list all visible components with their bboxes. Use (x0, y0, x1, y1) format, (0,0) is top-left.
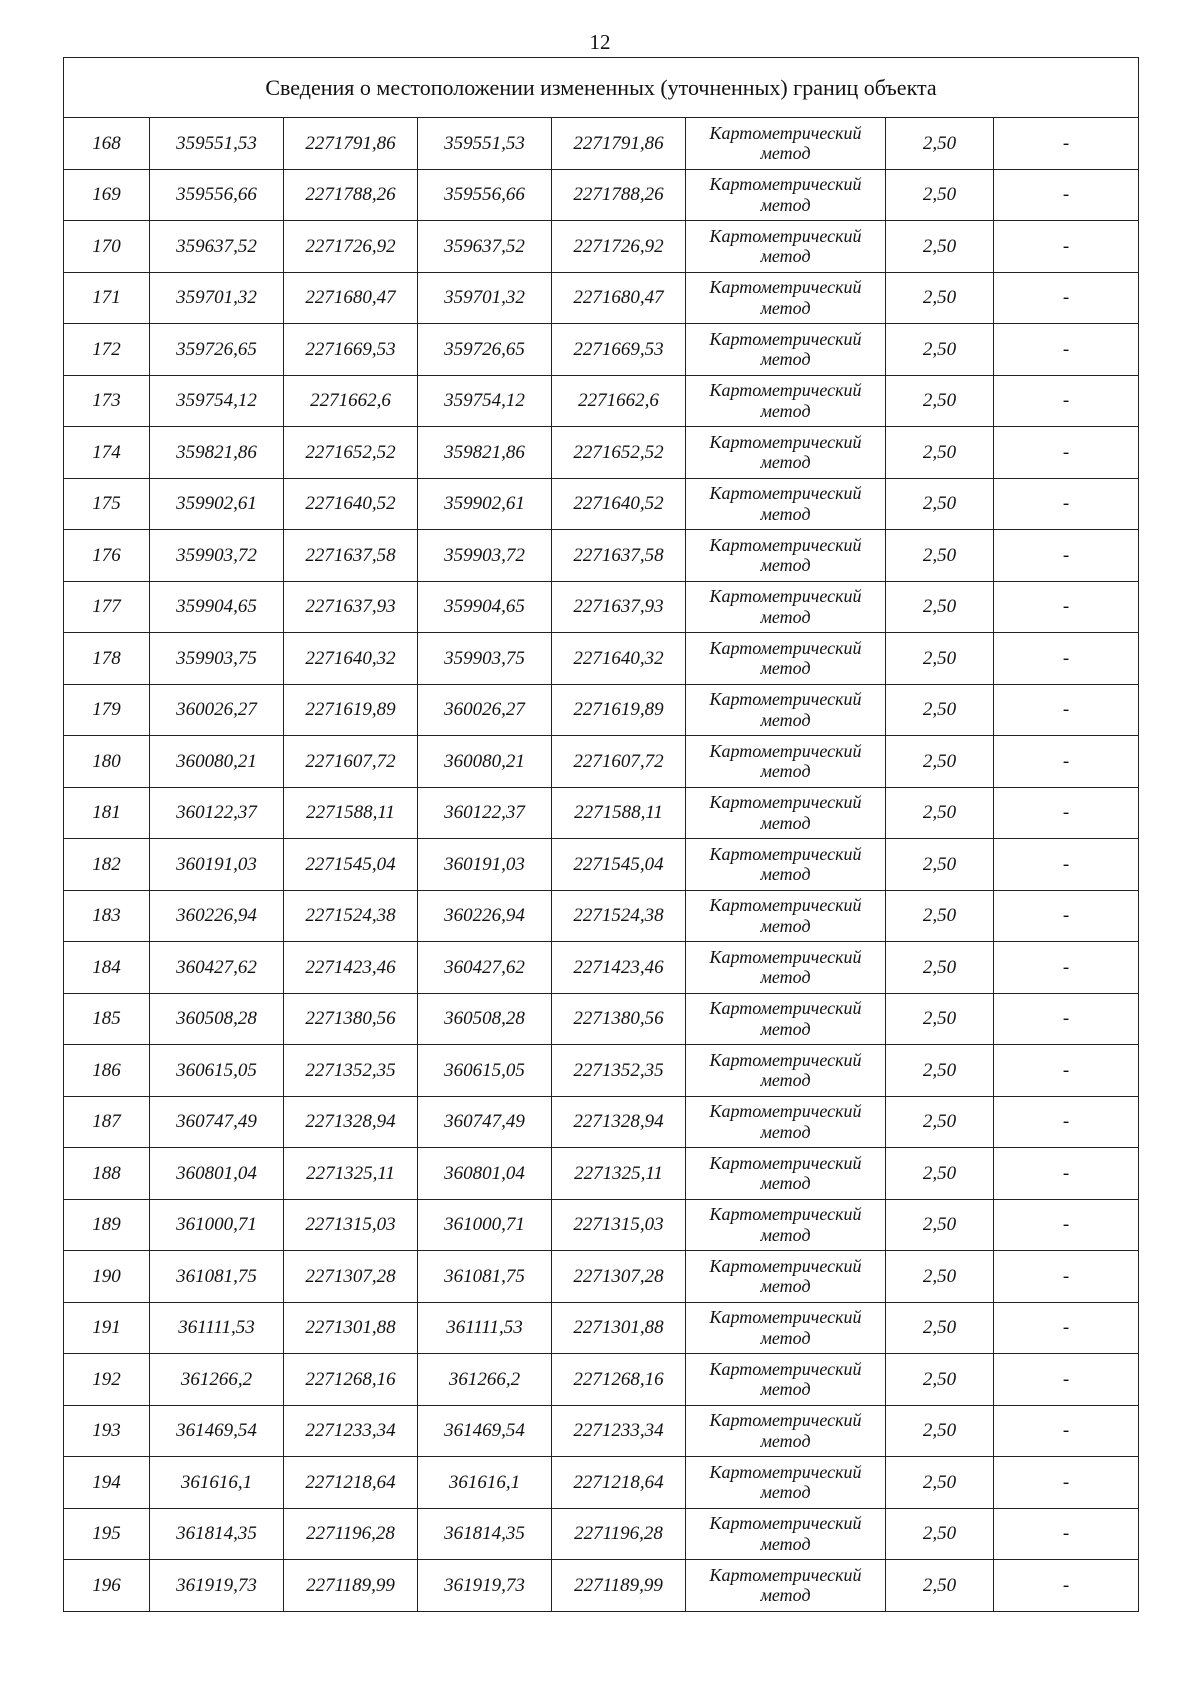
accuracy-cell: 2,50 (886, 169, 994, 221)
accuracy-cell: 2,50 (886, 839, 994, 891)
method-cell: Картометрический метод (686, 324, 886, 376)
existing-y-cell: 2271637,93 (284, 581, 418, 633)
accuracy-cell: 2,50 (886, 1148, 994, 1200)
note-cell: - (994, 221, 1139, 273)
existing-y-cell: 2271637,58 (284, 530, 418, 582)
point-number-cell: 184 (64, 942, 150, 994)
table-row (64, 942, 1139, 994)
refined-x-cell: 361266,2 (418, 1354, 552, 1406)
point-number-cell: 190 (64, 1251, 150, 1303)
note-cell: - (994, 942, 1139, 994)
existing-y-cell: 2271619,89 (284, 684, 418, 736)
method-cell: Картометрический метод (686, 118, 886, 170)
point-number-cell: 185 (64, 993, 150, 1045)
method-cell: Картометрический метод (686, 221, 886, 273)
accuracy-cell: 2,50 (886, 1457, 994, 1509)
method-cell: Картометрический метод (686, 530, 886, 582)
table-row (64, 1457, 1139, 1509)
refined-x-cell: 360747,49 (418, 1096, 552, 1148)
note-cell: - (994, 1148, 1139, 1200)
refined-y-cell: 2271607,72 (552, 736, 686, 788)
refined-x-cell: 361616,1 (418, 1457, 552, 1509)
refined-y-cell: 2271325,11 (552, 1148, 686, 1200)
table-row (64, 1508, 1139, 1560)
existing-y-cell: 2271301,88 (284, 1302, 418, 1354)
existing-y-cell: 2271315,03 (284, 1199, 418, 1251)
refined-y-cell: 2271423,46 (552, 942, 686, 994)
refined-y-cell: 2271315,03 (552, 1199, 686, 1251)
point-number-cell: 177 (64, 581, 150, 633)
accuracy-cell: 2,50 (886, 890, 994, 942)
point-number-cell: 178 (64, 633, 150, 685)
refined-y-cell: 2271662,6 (552, 375, 686, 427)
note-cell: - (994, 272, 1139, 324)
point-number-cell: 183 (64, 890, 150, 942)
refined-x-cell: 360080,21 (418, 736, 552, 788)
note-cell: - (994, 1560, 1139, 1612)
point-number-cell: 189 (64, 1199, 150, 1251)
table-row (64, 890, 1139, 942)
method-cell: Картометрический метод (686, 684, 886, 736)
note-cell: - (994, 324, 1139, 376)
point-number-cell: 176 (64, 530, 150, 582)
boundary-coordinates-table (63, 57, 1139, 1612)
existing-x-cell: 359904,65 (150, 581, 284, 633)
accuracy-cell: 2,50 (886, 1199, 994, 1251)
point-number-cell: 181 (64, 787, 150, 839)
existing-x-cell: 360191,03 (150, 839, 284, 891)
point-number-cell: 187 (64, 1096, 150, 1148)
existing-x-cell: 361081,75 (150, 1251, 284, 1303)
existing-y-cell: 2271328,94 (284, 1096, 418, 1148)
existing-x-cell: 359754,12 (150, 375, 284, 427)
accuracy-cell: 2,50 (886, 633, 994, 685)
accuracy-cell: 2,50 (886, 1045, 994, 1097)
method-cell: Картометрический метод (686, 1096, 886, 1148)
method-cell: Картометрический метод (686, 427, 886, 479)
note-cell: - (994, 1354, 1139, 1406)
existing-x-cell: 360508,28 (150, 993, 284, 1045)
existing-y-cell: 2271588,11 (284, 787, 418, 839)
note-cell: - (994, 787, 1139, 839)
accuracy-cell: 2,50 (886, 530, 994, 582)
table-row (64, 1251, 1139, 1303)
note-cell: - (994, 736, 1139, 788)
method-cell: Картометрический метод (686, 581, 886, 633)
note-cell: - (994, 1508, 1139, 1560)
table-row (64, 427, 1139, 479)
refined-x-cell: 359701,32 (418, 272, 552, 324)
point-number-cell: 193 (64, 1405, 150, 1457)
note-cell: - (994, 1199, 1139, 1251)
method-cell: Картометрический метод (686, 1508, 886, 1560)
note-cell: - (994, 478, 1139, 530)
point-number-cell: 175 (64, 478, 150, 530)
note-cell: - (994, 839, 1139, 891)
existing-x-cell: 360615,05 (150, 1045, 284, 1097)
refined-y-cell: 2271652,52 (552, 427, 686, 479)
table-row (64, 839, 1139, 891)
refined-x-cell: 359821,86 (418, 427, 552, 479)
point-number-cell: 179 (64, 684, 150, 736)
point-number-cell: 182 (64, 839, 150, 891)
accuracy-cell: 2,50 (886, 478, 994, 530)
existing-y-cell: 2271325,11 (284, 1148, 418, 1200)
existing-y-cell: 2271662,6 (284, 375, 418, 427)
refined-y-cell: 2271352,35 (552, 1045, 686, 1097)
refined-x-cell: 361081,75 (418, 1251, 552, 1303)
existing-x-cell: 360026,27 (150, 684, 284, 736)
table-row (64, 221, 1139, 273)
refined-y-cell: 2271669,53 (552, 324, 686, 376)
point-number-cell: 191 (64, 1302, 150, 1354)
note-cell: - (994, 1302, 1139, 1354)
refined-x-cell: 359726,65 (418, 324, 552, 376)
refined-x-cell: 359551,53 (418, 118, 552, 170)
refined-y-cell: 2271189,99 (552, 1560, 686, 1612)
accuracy-cell: 2,50 (886, 787, 994, 839)
refined-y-cell: 2271637,93 (552, 581, 686, 633)
refined-x-cell: 361919,73 (418, 1560, 552, 1612)
note-cell: - (994, 375, 1139, 427)
table-row (64, 324, 1139, 376)
existing-x-cell: 361000,71 (150, 1199, 284, 1251)
point-number-cell: 172 (64, 324, 150, 376)
note-cell: - (994, 993, 1139, 1045)
refined-x-cell: 361814,35 (418, 1508, 552, 1560)
method-cell: Картометрический метод (686, 1560, 886, 1612)
note-cell: - (994, 1045, 1139, 1097)
table-title: Сведения о местоположении измененных (уточненных) границ объекта (64, 58, 1139, 118)
method-cell: Картометрический метод (686, 272, 886, 324)
existing-x-cell: 360122,37 (150, 787, 284, 839)
existing-y-cell: 2271640,52 (284, 478, 418, 530)
existing-x-cell: 360801,04 (150, 1148, 284, 1200)
point-number-cell: 173 (64, 375, 150, 427)
table-row (64, 1302, 1139, 1354)
refined-x-cell: 360191,03 (418, 839, 552, 891)
refined-x-cell: 359754,12 (418, 375, 552, 427)
existing-y-cell: 2271380,56 (284, 993, 418, 1045)
method-cell: Картометрический метод (686, 1148, 886, 1200)
accuracy-cell: 2,50 (886, 1560, 994, 1612)
point-number-cell: 196 (64, 1560, 150, 1612)
note-cell: - (994, 530, 1139, 582)
method-cell: Картометрический метод (686, 169, 886, 221)
existing-x-cell: 360747,49 (150, 1096, 284, 1148)
existing-y-cell: 2271524,38 (284, 890, 418, 942)
note-cell: - (994, 684, 1139, 736)
method-cell: Картометрический метод (686, 942, 886, 994)
note-cell: - (994, 633, 1139, 685)
existing-y-cell: 2271268,16 (284, 1354, 418, 1406)
existing-x-cell: 359821,86 (150, 427, 284, 479)
refined-y-cell: 2271218,64 (552, 1457, 686, 1509)
refined-x-cell: 360226,94 (418, 890, 552, 942)
refined-y-cell: 2271788,26 (552, 169, 686, 221)
refined-x-cell: 359904,65 (418, 581, 552, 633)
accuracy-cell: 2,50 (886, 1096, 994, 1148)
refined-y-cell: 2271791,86 (552, 118, 686, 170)
accuracy-cell: 2,50 (886, 1508, 994, 1560)
method-cell: Картометрический метод (686, 1405, 886, 1457)
note-cell: - (994, 1096, 1139, 1148)
refined-y-cell: 2271637,58 (552, 530, 686, 582)
existing-x-cell: 361469,54 (150, 1405, 284, 1457)
table-row (64, 169, 1139, 221)
existing-y-cell: 2271423,46 (284, 942, 418, 994)
table-row (64, 1096, 1139, 1148)
refined-y-cell: 2271680,47 (552, 272, 686, 324)
table-title-row (64, 58, 1139, 118)
accuracy-cell: 2,50 (886, 427, 994, 479)
refined-x-cell: 360427,62 (418, 942, 552, 994)
note-cell: - (994, 1251, 1139, 1303)
accuracy-cell: 2,50 (886, 1405, 994, 1457)
point-number-cell: 171 (64, 272, 150, 324)
point-number-cell: 168 (64, 118, 150, 170)
point-number-cell: 174 (64, 427, 150, 479)
point-number-cell: 170 (64, 221, 150, 273)
note-cell: - (994, 1457, 1139, 1509)
existing-x-cell: 359903,75 (150, 633, 284, 685)
refined-y-cell: 2271380,56 (552, 993, 686, 1045)
refined-x-cell: 360801,04 (418, 1148, 552, 1200)
method-cell: Картометрический метод (686, 787, 886, 839)
table-row (64, 272, 1139, 324)
refined-y-cell: 2271268,16 (552, 1354, 686, 1406)
method-cell: Картометрический метод (686, 478, 886, 530)
existing-y-cell: 2271669,53 (284, 324, 418, 376)
refined-y-cell: 2271640,52 (552, 478, 686, 530)
existing-y-cell: 2271352,35 (284, 1045, 418, 1097)
existing-y-cell: 2271788,26 (284, 169, 418, 221)
point-number-cell: 188 (64, 1148, 150, 1200)
accuracy-cell: 2,50 (886, 736, 994, 788)
refined-x-cell: 359903,75 (418, 633, 552, 685)
table-row (64, 736, 1139, 788)
existing-x-cell: 361266,2 (150, 1354, 284, 1406)
refined-x-cell: 360026,27 (418, 684, 552, 736)
table-row (64, 1148, 1139, 1200)
existing-x-cell: 359902,61 (150, 478, 284, 530)
method-cell: Картометрический метод (686, 1199, 886, 1251)
existing-y-cell: 2271307,28 (284, 1251, 418, 1303)
refined-x-cell: 359637,52 (418, 221, 552, 273)
table-row (64, 684, 1139, 736)
method-cell: Картометрический метод (686, 633, 886, 685)
refined-y-cell: 2271588,11 (552, 787, 686, 839)
table-row (64, 118, 1139, 170)
existing-x-cell: 359551,53 (150, 118, 284, 170)
existing-x-cell: 360226,94 (150, 890, 284, 942)
existing-y-cell: 2271218,64 (284, 1457, 418, 1509)
accuracy-cell: 2,50 (886, 581, 994, 633)
table-row (64, 1199, 1139, 1251)
existing-y-cell: 2271196,28 (284, 1508, 418, 1560)
existing-x-cell: 361616,1 (150, 1457, 284, 1509)
point-number-cell: 192 (64, 1354, 150, 1406)
point-number-cell: 180 (64, 736, 150, 788)
accuracy-cell: 2,50 (886, 324, 994, 376)
note-cell: - (994, 890, 1139, 942)
table-row (64, 375, 1139, 427)
accuracy-cell: 2,50 (886, 221, 994, 273)
table-row (64, 633, 1139, 685)
existing-x-cell: 360427,62 (150, 942, 284, 994)
existing-x-cell: 359903,72 (150, 530, 284, 582)
method-cell: Картометрический метод (686, 839, 886, 891)
method-cell: Картометрический метод (686, 1251, 886, 1303)
refined-y-cell: 2271524,38 (552, 890, 686, 942)
refined-y-cell: 2271619,89 (552, 684, 686, 736)
point-number-cell: 169 (64, 169, 150, 221)
note-cell: - (994, 427, 1139, 479)
existing-y-cell: 2271189,99 (284, 1560, 418, 1612)
point-number-cell: 186 (64, 1045, 150, 1097)
note-cell: - (994, 581, 1139, 633)
refined-y-cell: 2271307,28 (552, 1251, 686, 1303)
method-cell: Картометрический метод (686, 1302, 886, 1354)
table-row (64, 993, 1139, 1045)
refined-x-cell: 359556,66 (418, 169, 552, 221)
refined-x-cell: 361469,54 (418, 1405, 552, 1457)
table-row (64, 1560, 1139, 1612)
existing-x-cell: 359726,65 (150, 324, 284, 376)
existing-y-cell: 2271545,04 (284, 839, 418, 891)
table-row (64, 581, 1139, 633)
method-cell: Картометрический метод (686, 1354, 886, 1406)
existing-y-cell: 2271791,86 (284, 118, 418, 170)
method-cell: Картометрический метод (686, 1457, 886, 1509)
point-number-cell: 195 (64, 1508, 150, 1560)
refined-y-cell: 2271196,28 (552, 1508, 686, 1560)
refined-y-cell: 2271328,94 (552, 1096, 686, 1148)
method-cell: Картометрический метод (686, 1045, 886, 1097)
existing-y-cell: 2271726,92 (284, 221, 418, 273)
table-row (64, 787, 1139, 839)
refined-y-cell: 2271301,88 (552, 1302, 686, 1354)
table-row (64, 1045, 1139, 1097)
note-cell: - (994, 1405, 1139, 1457)
refined-x-cell: 360615,05 (418, 1045, 552, 1097)
existing-y-cell: 2271680,47 (284, 272, 418, 324)
note-cell: - (994, 118, 1139, 170)
existing-x-cell: 359637,52 (150, 221, 284, 273)
existing-x-cell: 361111,53 (150, 1302, 284, 1354)
refined-x-cell: 359903,72 (418, 530, 552, 582)
point-number-cell: 194 (64, 1457, 150, 1509)
accuracy-cell: 2,50 (886, 1251, 994, 1303)
page-number: 12 (589, 30, 611, 54)
method-cell: Картометрический метод (686, 736, 886, 788)
existing-y-cell: 2271233,34 (284, 1405, 418, 1457)
table-row (64, 1354, 1139, 1406)
table-row (64, 530, 1139, 582)
method-cell: Картометрический метод (686, 993, 886, 1045)
accuracy-cell: 2,50 (886, 993, 994, 1045)
method-cell: Картометрический метод (686, 375, 886, 427)
accuracy-cell: 2,50 (886, 1302, 994, 1354)
accuracy-cell: 2,50 (886, 684, 994, 736)
existing-x-cell: 359556,66 (150, 169, 284, 221)
accuracy-cell: 2,50 (886, 272, 994, 324)
refined-x-cell: 360122,37 (418, 787, 552, 839)
existing-y-cell: 2271652,52 (284, 427, 418, 479)
existing-y-cell: 2271640,32 (284, 633, 418, 685)
method-cell: Картометрический метод (686, 890, 886, 942)
existing-y-cell: 2271607,72 (284, 736, 418, 788)
refined-y-cell: 2271233,34 (552, 1405, 686, 1457)
refined-x-cell: 359902,61 (418, 478, 552, 530)
existing-x-cell: 361814,35 (150, 1508, 284, 1560)
accuracy-cell: 2,50 (886, 942, 994, 994)
existing-x-cell: 360080,21 (150, 736, 284, 788)
existing-x-cell: 361919,73 (150, 1560, 284, 1612)
accuracy-cell: 2,50 (886, 1354, 994, 1406)
refined-y-cell: 2271545,04 (552, 839, 686, 891)
refined-x-cell: 361000,71 (418, 1199, 552, 1251)
refined-x-cell: 361111,53 (418, 1302, 552, 1354)
accuracy-cell: 2,50 (886, 118, 994, 170)
refined-y-cell: 2271640,32 (552, 633, 686, 685)
refined-x-cell: 360508,28 (418, 993, 552, 1045)
existing-x-cell: 359701,32 (150, 272, 284, 324)
note-cell: - (994, 169, 1139, 221)
table-row (64, 1405, 1139, 1457)
refined-y-cell: 2271726,92 (552, 221, 686, 273)
accuracy-cell: 2,50 (886, 375, 994, 427)
table-row (64, 478, 1139, 530)
